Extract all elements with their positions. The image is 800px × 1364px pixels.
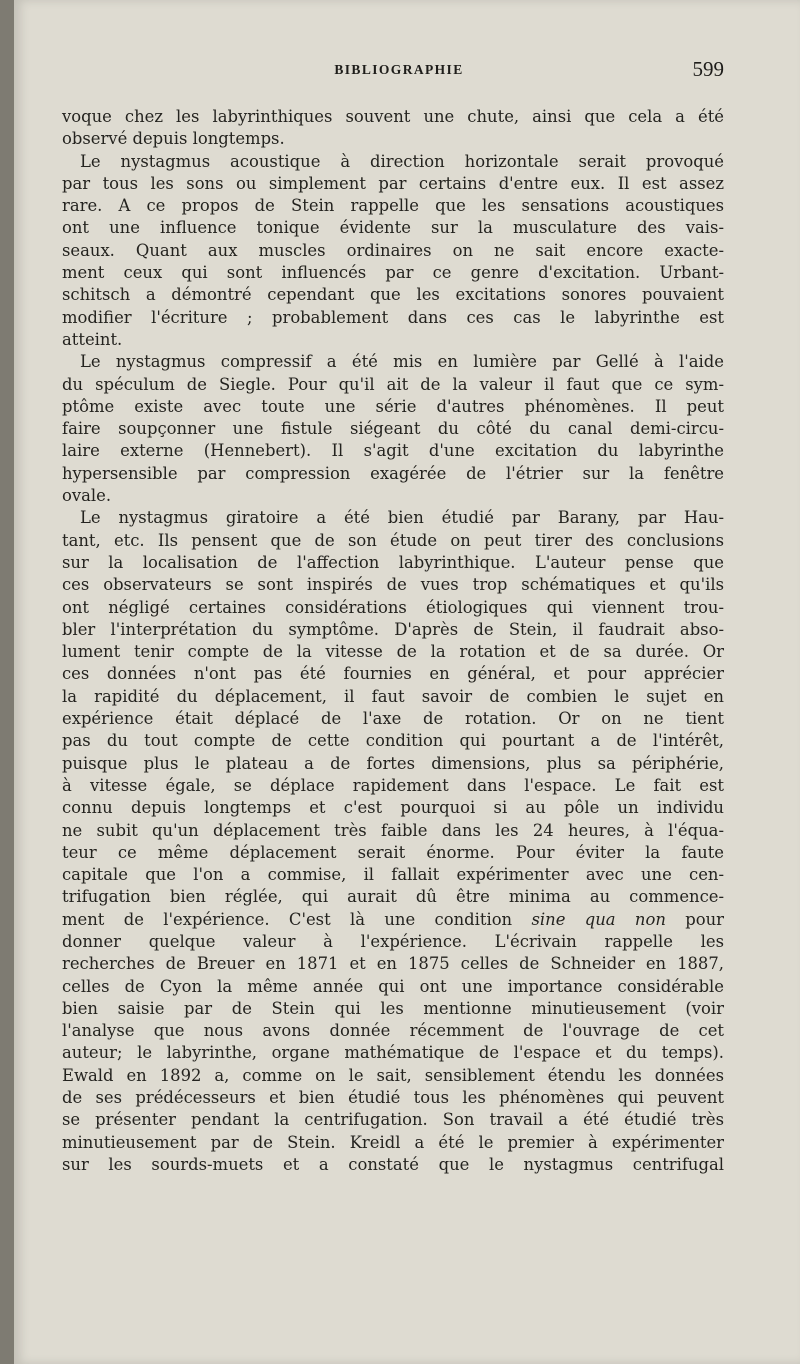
body-text bbox=[62, 106, 724, 1176]
text-line: par tous les sons ou simplement par certains d'entre eux. Il est assez bbox=[62, 173, 724, 193]
text-line: pas du tout compte de cette condition qui pourtant a de l'intérêt, bbox=[62, 731, 724, 751]
text-line: capitale que l'on a commise, il fallait expérimenter avec une cen- bbox=[62, 865, 724, 885]
text-line: se présenter pendant la centrifugation. Son travail a été étudié très bbox=[62, 1110, 724, 1130]
text-line: atteint. bbox=[62, 329, 123, 349]
text-line: Le nystagmus compressif a été mis en lumière par Gellé à l'aide bbox=[80, 352, 724, 372]
text-line: du spéculum de Siegle. Pour qu'il ait de la valeur il faut que ce sym- bbox=[62, 374, 724, 394]
text-line: ont une influence tonique évidente sur la musculature des vais- bbox=[62, 218, 724, 238]
text-line: celles de Cyon la même année qui ont une importance considérable bbox=[62, 976, 724, 996]
text-line: de ses prédécesseurs et bien étudié tous les phénomènes qui peuvent bbox=[62, 1088, 724, 1108]
text-line: ovale. bbox=[62, 486, 112, 506]
text-line: laire externe (Hennebert). Il s'agit d'une excitation du labyrinthe bbox=[62, 441, 724, 461]
text-line: sur les sourds-muets et a constaté que le nystagmus centrifugal bbox=[62, 1154, 724, 1174]
text-line: ces observateurs se sont inspirés de vues trop schématiques et qu'ils bbox=[62, 575, 724, 595]
text-line: puisque plus le plateau a de fortes dimensions, plus sa périphérie, bbox=[62, 753, 724, 773]
text-line: ptôme existe avec toute une série d'autres phénomènes. Il peut bbox=[62, 396, 724, 416]
text-line: faire soupçonner une fistule siégeant du côté du canal demi-circu- bbox=[62, 419, 724, 439]
text-line: trifugation bien réglée, qui aurait dû être minima au commence- bbox=[62, 887, 724, 907]
text-segment: pour bbox=[685, 909, 725, 929]
text-line: donner quelque valeur à l'expérience. L'écrivain rappelle les bbox=[62, 931, 724, 951]
text-line: seaux. Quant aux muscles ordinaires on ne sait encore exacte- bbox=[62, 240, 724, 260]
text-line: Le nystagmus giratoire a été bien étudié par Barany, par Hau- bbox=[80, 508, 724, 528]
text-line: ne subit qu'un déplacement très faible dans les 24 heures, à l'équa- bbox=[62, 820, 724, 840]
running-header bbox=[74, 57, 724, 86]
text-line: ment ceux qui sont influencés par ce genre d'excitation. Urbant- bbox=[62, 263, 724, 283]
text-segment: ment de l'expérience. C'est là une condition bbox=[62, 909, 513, 929]
text-line: recherches de Breuer en 1871 et en 1875 celles de Schneider en 1887, bbox=[62, 954, 724, 974]
book-page bbox=[14, 0, 800, 1364]
text-line bbox=[62, 909, 724, 931]
text-line: à vitesse égale, se déplace rapidement dans l'espace. Le fait est bbox=[62, 775, 724, 795]
text-line: schitsch a démontré cependant que les excitations sonores pouvaient bbox=[62, 285, 724, 305]
text-line: modifier l'écriture ; probablement dans ces cas le labyrinthe est bbox=[62, 307, 724, 327]
text-line: sur la localisation de l'affection labyrinthique. L'auteur pense que bbox=[62, 552, 724, 572]
italic-phrase: sine qua non bbox=[531, 909, 666, 929]
text-line: bler l'interprétation du symptôme. D'après de Stein, il faudrait abso- bbox=[62, 619, 724, 639]
text-line: lument tenir compte de la vitesse de la rotation et de sa durée. Or bbox=[62, 642, 724, 662]
text-line: minutieusement par de Stein. Kreidl a été le premier à expérimenter bbox=[62, 1132, 724, 1152]
text-line: Le nystagmus acoustique à direction horizontale serait provoqué bbox=[80, 151, 724, 171]
text-line: auteur; le labyrinthe, organe mathématique de l'espace et du temps). bbox=[62, 1043, 724, 1063]
running-title: BIBLIOGRAPHIE bbox=[334, 62, 464, 77]
text-line: observé depuis longtemps. bbox=[62, 129, 285, 149]
text-line: tant, etc. Ils pensent que de son étude on peut tirer des conclusions bbox=[62, 530, 724, 550]
text-line: rare. A ce propos de Stein rappelle que les sensations acoustiques bbox=[62, 196, 724, 216]
text-line: expérience était déplacé de l'axe de rotation. Or on ne tient bbox=[62, 709, 724, 729]
text-line: la rapidité du déplacement, il faut savoir de combien le sujet en bbox=[62, 686, 724, 706]
text-line: bien saisie par de Stein qui les mentionne minutieusement (voir bbox=[62, 998, 724, 1018]
text-line: voque chez les labyrinthiques souvent une chute, ainsi que cela a été bbox=[62, 107, 724, 126]
text-line: teur ce même déplacement serait énorme. Pour éviter la faute bbox=[62, 842, 724, 862]
text-line: l'analyse que nous avons donnée récemment de l'ouvrage de cet bbox=[62, 1021, 724, 1041]
text-line: Ewald en 1892 a, comme on le sait, sensiblement étendu les données bbox=[62, 1065, 724, 1085]
text-line: connu depuis longtemps et c'est pourquoi si au pôle un individu bbox=[62, 798, 724, 818]
page-number: 599 bbox=[692, 57, 724, 81]
text-line: hypersensible par compression exagérée de l'étrier sur la fenêtre bbox=[62, 463, 724, 483]
text-line: ont négligé certaines considérations étiologiques qui viennent trou- bbox=[62, 597, 724, 617]
text-line: ces données n'ont pas été fournies en général, et pour apprécier bbox=[62, 664, 724, 684]
